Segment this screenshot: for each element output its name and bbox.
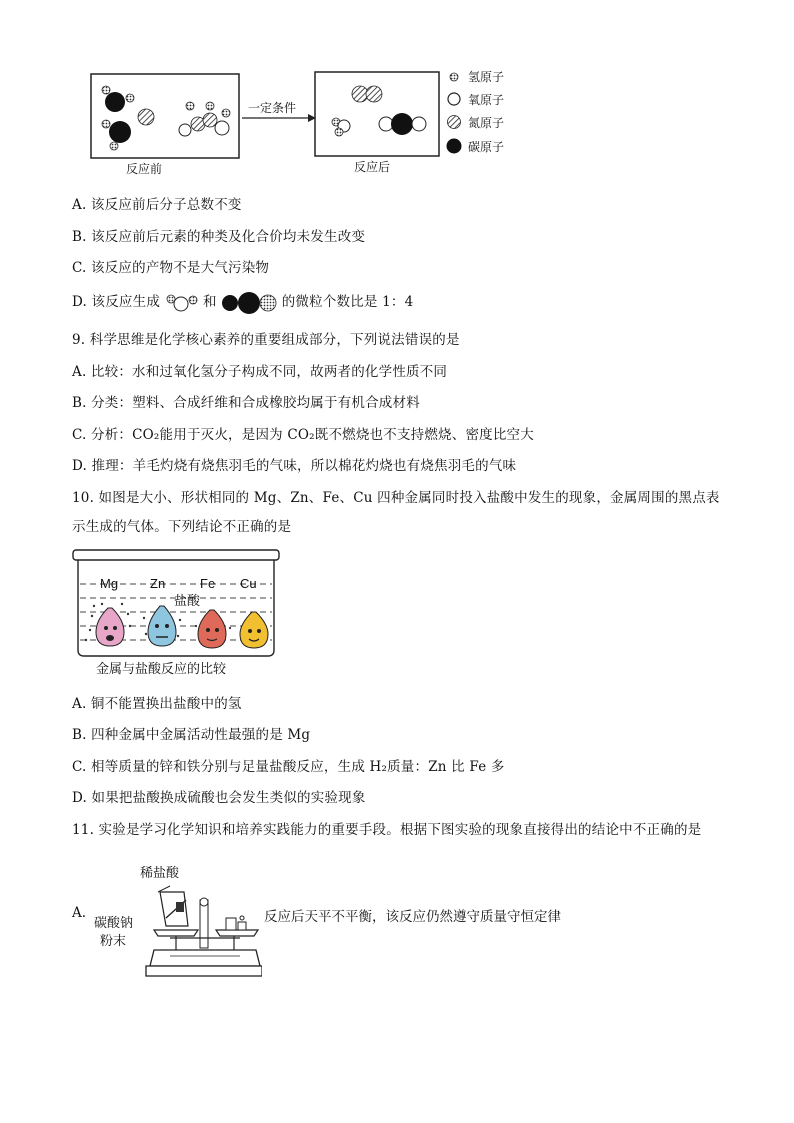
after-box xyxy=(315,72,439,156)
arrow-label: 一定条件 xyxy=(248,101,297,115)
co2-molecule-icon xyxy=(221,292,277,314)
metal-label-zn: Zn xyxy=(150,576,166,591)
legend-oxygen: 氧原子 xyxy=(468,93,505,107)
q10-option-c: C. 相等质量的锌和铁分别与足量盐酸反应，生成 H₂质量：Zn 比 Fe 多 xyxy=(72,759,505,775)
q10-option-d: D. 如果把盐酸换成硫酸也会发生类似的实验现象 xyxy=(72,790,366,806)
reaction-diagram xyxy=(90,68,530,176)
q11-stem: 11. 实验是学习化学知识和培养实践能力的重要手段。根据下图实验的现象直接得出的结论中不正确的是 xyxy=(72,822,702,838)
q8-option-b: B. 该反应前后元素的种类及化合价均未发生改变 xyxy=(72,229,366,245)
q8-option-d-mid: 和 xyxy=(203,294,217,310)
acid-bottle-label: 稀盐酸 xyxy=(140,866,180,881)
carbon-atom xyxy=(109,121,131,143)
cu-character xyxy=(240,612,268,648)
q9-option-d: D. 推理：羊毛灼烧有烧焦羽毛的气味，所以棉花灼烧也有烧焦羽毛的气味 xyxy=(72,458,517,474)
q8-option-a: A. 该反应前后分子总数不变 xyxy=(72,197,242,213)
q9-stem: 9. 科学思维是化学核心素养的重要组成部分，下列说法错误的是 xyxy=(72,332,460,348)
q8-option-d xyxy=(72,290,413,314)
powder-label-2: 粉末 xyxy=(100,934,127,949)
oxygen-atom xyxy=(110,142,118,150)
q9-option-b: B. 分类：塑料、合成纤维和合成橡胶均属于有机合成材料 xyxy=(72,395,420,411)
metal-label-fe: Fe xyxy=(200,576,216,591)
q10-stem-line2: 示生成的气体。下列结论不正确的是 xyxy=(72,519,292,535)
nitrogen-atom xyxy=(138,109,154,125)
q11-option-a-text: 反应后天平不平衡，该反应仍然遵守质量守恒定律 xyxy=(264,909,561,925)
before-label: 反应前 xyxy=(126,162,163,176)
powder-label-1: 碳酸钠 xyxy=(94,916,134,931)
fe-character xyxy=(198,610,226,648)
oxygen-atom xyxy=(102,86,110,94)
balance-svg xyxy=(140,878,262,980)
q8-option-d-pre: D. 该反应生成 xyxy=(72,294,161,310)
q10-option-b: B. 四种金属中金属活动性最强的是 Mg xyxy=(72,727,311,743)
legend-nitrogen-icon xyxy=(448,116,461,129)
oxygen-atom xyxy=(102,120,110,128)
q8-option-d-post: 的微粒个数比是 1：4 xyxy=(281,294,414,310)
legend-carbon-icon xyxy=(447,139,462,154)
oxygen-atom xyxy=(126,94,134,102)
legend-oxygen-icon xyxy=(448,93,460,105)
q10-option-a: A. 铜不能置换出盐酸中的氢 xyxy=(72,696,242,712)
metal-label-mg: Mg xyxy=(100,576,119,591)
q11-option-a-letter: A. xyxy=(72,905,87,921)
after-label: 反应后 xyxy=(354,160,391,174)
figure-caption: 金属与盐酸反应的比较 xyxy=(96,662,227,677)
water-molecule-icon xyxy=(165,293,199,313)
legend-hydrogen-icon xyxy=(450,73,458,81)
q10-stem-line1: 10. 如图是大小、形状相同的 Mg、Zn、Fe、Cu 四种金属同时投入盐酸中发生的现象，金属周围的黑点表 xyxy=(72,490,720,506)
legend-hydrogen: 氢原子 xyxy=(468,70,505,84)
legend-carbon: 碳原子 xyxy=(468,140,505,154)
metal-acid-figure xyxy=(72,546,282,678)
q8-option-c: C. 该反应的产物不是大气污染物 xyxy=(72,260,270,276)
metal-label-cu: Cu xyxy=(240,576,257,591)
balance-figure xyxy=(140,878,262,980)
legend-nitrogen: 氮原子 xyxy=(468,116,505,130)
carbon-atom xyxy=(105,92,125,112)
q9-option-a: A. 比较：水和过氧化氢分子构成不同，故两者的化学性质不同 xyxy=(72,364,448,380)
acid-label: 盐酸 xyxy=(174,594,201,609)
q9-option-c: C. 分析：CO₂能用于灭火，是因为 CO₂既不燃烧也不支持燃烧、密度比空大 xyxy=(72,427,534,443)
